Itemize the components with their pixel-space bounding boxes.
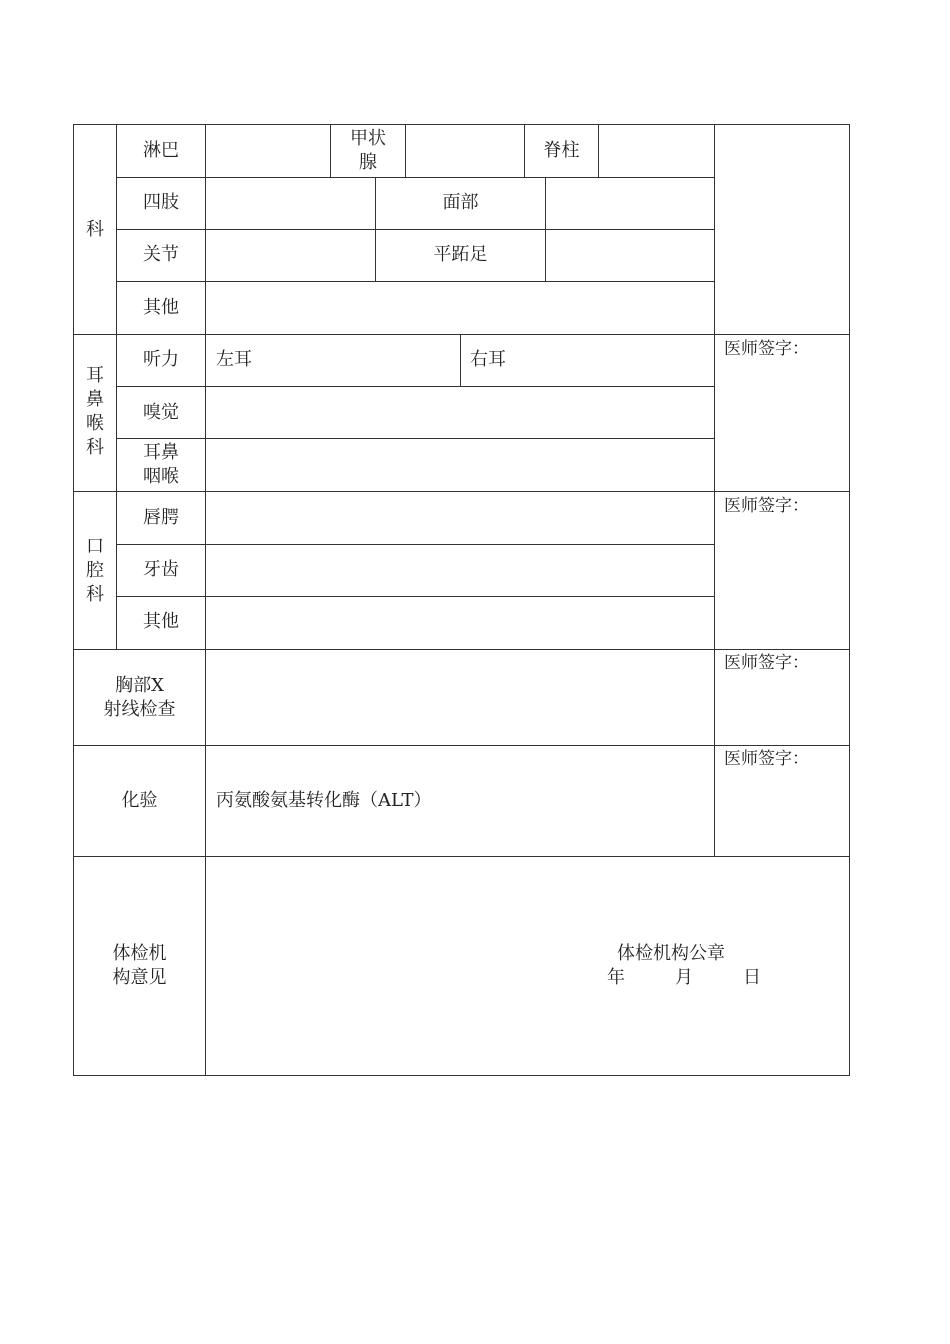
divider xyxy=(205,124,206,1076)
left-ear-label: 左耳 xyxy=(216,349,252,370)
date-month-label: 月 xyxy=(675,967,693,988)
date-year-label: 年 xyxy=(607,967,625,988)
ent-doctor-signature: 医师签字： xyxy=(724,339,809,359)
divider xyxy=(545,177,546,282)
divider xyxy=(714,124,715,857)
divider xyxy=(73,334,850,335)
divider xyxy=(73,856,850,857)
face-label: 面部 xyxy=(442,192,479,213)
surgery-other-label: 其他 xyxy=(143,297,179,318)
lymph-label: 淋巴 xyxy=(143,140,179,161)
xray-label-line1: 胸部X xyxy=(115,675,164,696)
right-ear-label: 右耳 xyxy=(470,349,506,370)
xray-doctor-signature: 医师签字： xyxy=(724,653,809,673)
spine-label: 脊柱 xyxy=(543,140,580,161)
oral-doctor-signature: 医师签字： xyxy=(724,496,809,516)
lab-doctor-signature: 医师签字： xyxy=(724,749,809,769)
ent-section-label: 耳鼻喉科 xyxy=(86,365,104,458)
alt-label: 丙氨酸氨基转化酶（ALT） xyxy=(216,790,432,811)
ent-throat-label: 耳鼻咽喉 xyxy=(143,442,179,487)
xray-label-line2: 射线检查 xyxy=(103,699,176,720)
limbs-label: 四肢 xyxy=(143,192,179,213)
hearing-label: 听力 xyxy=(143,349,179,370)
border-top xyxy=(73,124,850,125)
border-right xyxy=(849,124,850,1076)
flatfoot-label: 平跖足 xyxy=(433,244,488,265)
divider xyxy=(73,745,850,746)
teeth-label: 牙齿 xyxy=(143,559,179,580)
institution-seal-label: 体检机构公章 xyxy=(617,943,725,964)
divider xyxy=(598,124,599,178)
smell-label: 嗅觉 xyxy=(143,402,179,423)
lips-label: 唇腭 xyxy=(143,507,179,528)
divider xyxy=(73,649,850,650)
border-left xyxy=(73,124,74,1076)
border-bottom xyxy=(73,1075,850,1076)
lab-label: 化验 xyxy=(121,790,158,811)
oral-other-label: 其他 xyxy=(143,611,179,632)
opinion-label-line1: 体检机 xyxy=(112,943,167,964)
date-day-label: 日 xyxy=(743,967,761,988)
oral-section-label: 口腔科 xyxy=(86,536,104,605)
divider xyxy=(460,334,461,387)
divider xyxy=(73,491,850,492)
opinion-label-line2: 构意见 xyxy=(112,967,167,988)
surgery-section-label: 科 xyxy=(86,219,104,240)
thyroid-label: 甲状腺 xyxy=(350,128,386,173)
joints-label: 关节 xyxy=(143,244,179,265)
divider xyxy=(405,124,406,178)
